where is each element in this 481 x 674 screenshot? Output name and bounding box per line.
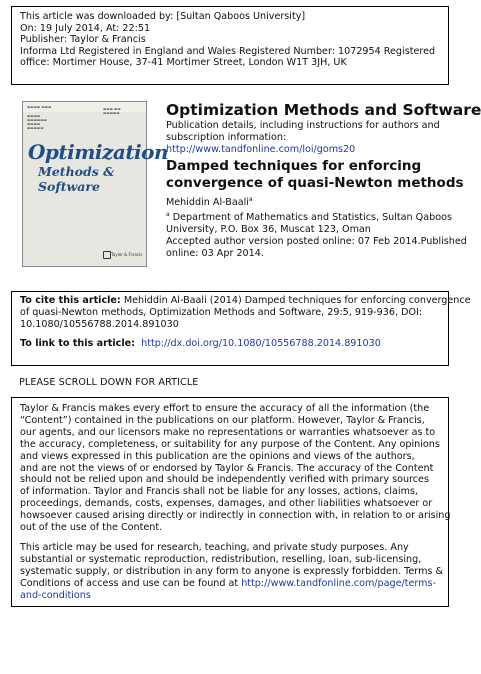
affiliation [166, 209, 467, 260]
download-info-line: On: 19 July 2014, At: 22:51 [20, 22, 151, 34]
cite-text: of quasi-Newton methods, Optimization Methods and Software, 29:5, 919-936, DOI: [20, 307, 423, 318]
publisher-logo-icon [103, 251, 111, 259]
terms-line: our agents, and our licensors make no representations or warranties whatsoever as to [20, 426, 436, 438]
download-info-line: This article was downloaded by: [Sultan Qaboos University] [20, 11, 306, 22]
author-name [166, 196, 253, 208]
terms-line: Conditions of access and use can be found at [20, 577, 242, 589]
journal-cover-image [22, 101, 169, 267]
terms-line: of information. Taylor and Francis shall not be liable for any losses, actions, claims, [20, 486, 418, 498]
cover-subtitle: Methods & Software [38, 164, 115, 194]
download-info-line: Informa Ltd Registered in England and Wales Registered Number: 1072954 Registered [20, 45, 436, 57]
download-info-line: office: Mortimer House, 37-41 Mortimer Street, London W1T 3JH, UK [20, 57, 347, 69]
publication-details-line: subscription information: [166, 131, 287, 143]
publication-details-line: Publication details, including instructions for authors and [166, 120, 440, 131]
terms-url-link-cont[interactable]: and-conditions [20, 589, 91, 601]
affil-line: University, P.O. Box 36, Muscat 123, Oman [166, 224, 371, 236]
article-title-line: convergence of quasi-Newton methods [166, 174, 464, 191]
terms-line: out of the use of the Content. [20, 522, 163, 534]
download-info-box [11, 6, 449, 85]
terms-line: and views expressed in this publication are the opinions and views of the authors, [20, 450, 415, 462]
terms-line: proceedings, demands, costs, expenses, damages, and other liabilities whatsoever or [20, 498, 433, 510]
article-title [166, 158, 464, 191]
terms-line: substantial or systematic reproduction, redistribution, reselling, loan, sub-licensing, [20, 553, 422, 565]
terms-line: systematic supply, or distribution in any form to anyone is expressly forbidden. Terms & [20, 565, 443, 577]
terms-line: Taylor & Francis makes every effort to ensure the accuracy of all the information (the [20, 403, 430, 414]
terms-line: should not be relied upon and should be independently verified with primary sources [20, 474, 429, 486]
cite-doi: 10.1080/10556788.2014.891030 [20, 319, 179, 330]
article-doi-link[interactable]: http://dx.doi.org/10.1080/10556788.2014.891030 [141, 338, 381, 349]
affil-line: Department of Mathematics and Statistics, Sultan Qaboos [172, 212, 452, 224]
cover-fine-print: ▬▬▬▬ ▬▬▬ [27, 105, 52, 109]
article-title-line: Damped techniques for enforcing [166, 158, 422, 174]
publication-details [166, 120, 440, 155]
cover-fine-print: ▬▬▬▬ ▬▬▬▬▬▬ ▬▬▬▬ ▬▬▬▬▬ [27, 114, 47, 130]
accepted-line: online: 03 Apr 2014. [166, 248, 264, 260]
cover-title: Optimization [28, 140, 169, 164]
terms-line: This article may be used for research, teaching, and private study purposes. Any [20, 541, 409, 553]
scroll-notice: PLEASE SCROLL DOWN FOR ARTICLE [19, 377, 199, 388]
cite-text: Mehiddin Al-Baali (2014) Damped techniques for enforcing convergence [120, 295, 471, 306]
terms-url-link[interactable]: http://www.tandfonline.com/page/terms- [241, 577, 436, 589]
terms-line: howsoever caused arising directly or indirectly in connection with, in relation to or arising [20, 510, 451, 522]
affil-sup: a [166, 211, 170, 218]
citation-box [11, 291, 471, 366]
terms-box [11, 397, 449, 607]
link-label: To link to this article: [20, 338, 135, 349]
terms-line: and are not the views of or endorsed by Taylor & Francis. The accuracy of the Content [20, 462, 434, 474]
author-name-text: Mehiddin Al-Baali [166, 197, 249, 209]
author-sup: a [248, 196, 253, 203]
cover-publisher: Taylor & Francis [111, 252, 143, 257]
terms-line: the accuracy, completeness, or suitability for any purpose of the Content. Any opinions [20, 438, 440, 450]
cover-fine-print: ▬▬▬ ▬▬ ▬▬▬▬▬ [103, 107, 121, 115]
terms-line: “Content”) contained in the publications on our platform. However, Taylor & Francis, [20, 414, 425, 426]
journal-title: Optimization Methods and Software [166, 101, 481, 119]
accepted-line: Accepted author version posted online: 07 Feb 2014.Published [166, 236, 467, 248]
download-info-line: Publisher: Taylor & Francis [20, 34, 146, 46]
cite-label: To cite this article: [20, 295, 121, 306]
journal-url-link[interactable]: http://www.tandfonline.com/loi/goms20 [166, 143, 356, 155]
